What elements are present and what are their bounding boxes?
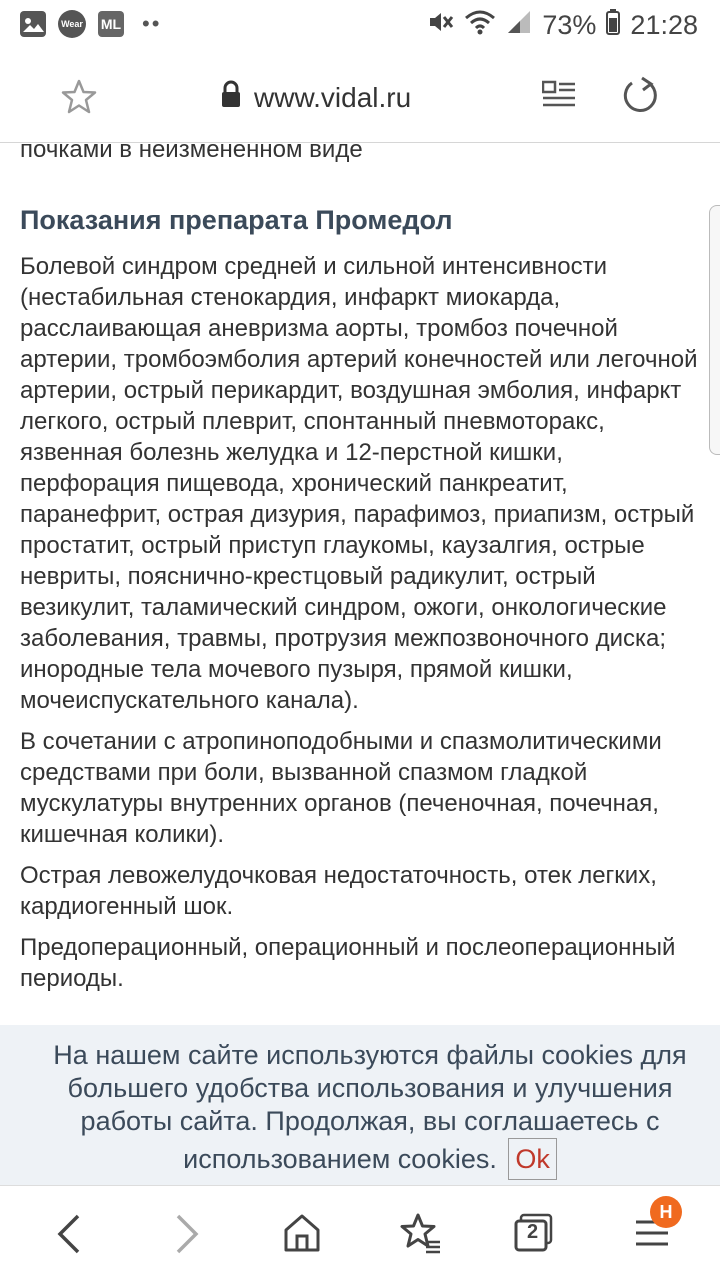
cookie-text: На нашем сайте используются файлы cookies для большего удобства использования и улучшения работы сайта. Продолжая, вы соглашаетесь с использованием cookies. <box>53 1040 687 1174</box>
reload-icon[interactable] <box>620 76 660 121</box>
bookmarks-icon[interactable] <box>398 1212 442 1261</box>
tabs-icon[interactable] <box>513 1212 555 1259</box>
scrollbar[interactable] <box>709 205 720 455</box>
status-bar <box>0 0 720 52</box>
ml-icon: ML <box>98 11 124 37</box>
section-heading: Показания препарата Промедол <box>20 205 453 235</box>
bottom-toolbar <box>0 1185 720 1281</box>
forward-icon[interactable] <box>168 1212 204 1261</box>
reader-mode-icon[interactable] <box>542 80 576 117</box>
battery-icon <box>606 9 620 42</box>
battery-percent: 73% <box>542 10 597 40</box>
previous-text: почками в неизмененном виде <box>20 136 363 163</box>
cookie-text-container <box>30 1039 710 1180</box>
back-icon[interactable] <box>52 1212 88 1261</box>
clock: 21:28 <box>630 10 698 40</box>
tabs-count: 2 <box>527 1221 539 1243</box>
menu-badge: H <box>650 1196 682 1228</box>
home-icon[interactable] <box>282 1212 322 1259</box>
cookie-ok-button[interactable]: Ok <box>508 1138 557 1180</box>
wifi-icon <box>464 8 496 43</box>
lock-icon <box>220 80 242 115</box>
url-field[interactable] <box>220 80 411 115</box>
article-content <box>20 134 700 1004</box>
image-icon <box>20 11 46 37</box>
bookmark-star-icon[interactable] <box>60 78 98 121</box>
address-bar <box>0 52 720 142</box>
url-text: www.vidal.ru <box>254 81 412 113</box>
paragraph: Предоперационный, операционный и послеоперационный периоды. <box>20 934 676 992</box>
paragraph: В сочетании с атропиноподобными и спазмолитическими средствами при боли, вызванной спазмом гладкой мускулатуры внутренних органов (печеночная, почечная, кишечная колики). <box>20 728 662 848</box>
paragraph: Болевой синдром средней и сильной интенсивности (нестабильная стенокардия, инфаркт миокарда, расслаивающая аневризма аорты, тромбоз почечной артерии, тромбоэмболия артерий конечностей или легочной артерии, острый перикардит, воздушная эмболия, инфаркт легкого, острый плеврит, спонтанный пневмоторакс, язвенная болезнь желудка и 12-перстной кишки, перфорация пищевода, хронический панкреатит, паранефрит, острая дизурия, парафимоз, приапизм, острый простатит, острый приступ глаукомы, каузалгия, острые невриты, пояснично-крестцовый радикулит, острый везикулит, таламический синдром, ожоги, онкологические заболевания, травмы, протрузия межпозвоночного диска; инородные тела мочевого пузыря, прямой кишки, мочеиспускательного канала). <box>20 253 698 714</box>
cookie-banner <box>0 1025 720 1185</box>
paragraph: Острая левожелудочковая недостаточность, отек легких, кардиогенный шок. <box>20 862 657 920</box>
mute-icon <box>426 8 454 43</box>
more-notifications-icon: •• <box>142 11 162 36</box>
wear-icon: Wear <box>58 10 86 38</box>
signal-icon <box>506 9 532 42</box>
